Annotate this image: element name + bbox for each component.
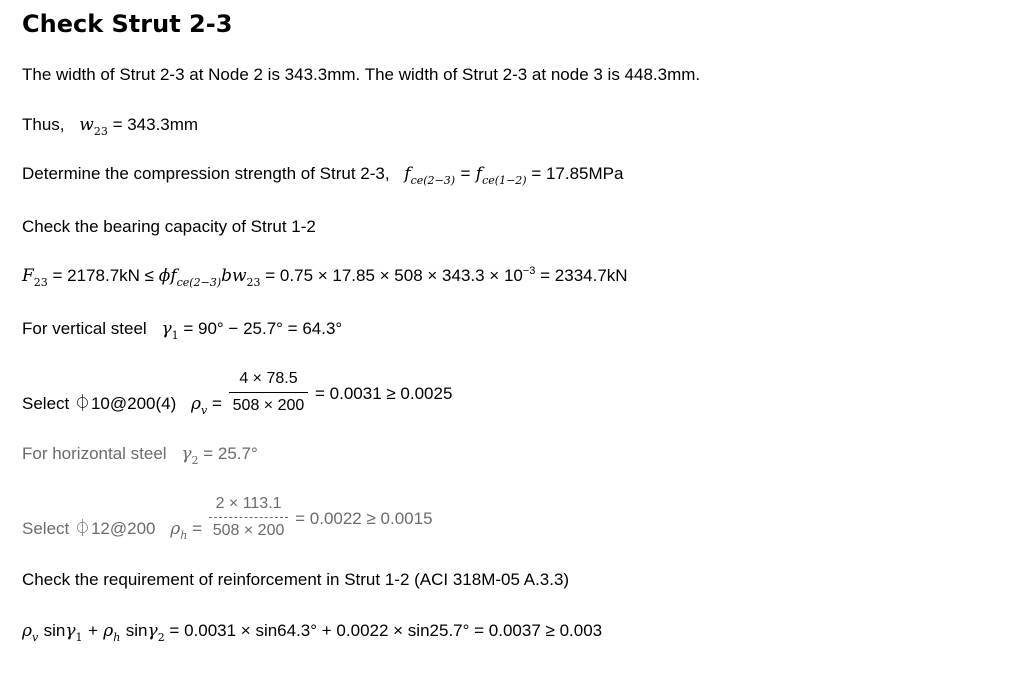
- vertical-line: [22, 318, 342, 342]
- fce-symbol: $f_{ce(2-3)} = f_{ce(1-2)}$: [404, 164, 527, 187]
- compression-value: = 17.85MPa: [531, 164, 624, 183]
- rho-v-symbol: $\rho_v$: [191, 393, 208, 417]
- requirement-heading: Check the requirement of reinforcement in Strut 1-2 (ACI 318M-05 A.3.3): [22, 570, 570, 589]
- w23-symbol: $w_{23}$: [79, 115, 108, 138]
- select-v-fraction: [229, 368, 309, 417]
- page-title: Check Strut 2-3: [22, 10, 233, 38]
- bearing-rhs-a: = 0.75 × 17.85 × 508 × 343.3 × 10: [265, 266, 523, 285]
- select-h-result: = 0.0022 ≥ 0.0015: [295, 508, 433, 528]
- bearing-lhs: = 2178.7kN ≤: [52, 266, 155, 285]
- gamma1-symbol: $\gamma_1$: [161, 319, 179, 342]
- select-h-label: Select ⏀12@200: [22, 518, 156, 538]
- bearing-exponent: −3: [522, 265, 536, 277]
- compression-label: Determine the compression strength of Strut 2-3,: [22, 164, 390, 183]
- gamma2-symbol: $\gamma_2$: [181, 444, 199, 467]
- select-v-numerator: 4 × 78.5: [229, 368, 309, 393]
- horizontal-value: = 25.7°: [203, 444, 258, 463]
- thus-value: = 343.3mm: [112, 115, 199, 134]
- bearing-equation: [22, 265, 628, 289]
- select-h-numerator: 2 × 113.1: [209, 493, 289, 518]
- rho-h-symbol: $\rho_h$: [170, 518, 188, 542]
- requirement-equation: [22, 620, 602, 644]
- horizontal-label: For horizontal steel: [22, 444, 167, 463]
- width-statement: The width of Strut 2-3 at Node 2 is 343.3mm. The width of Strut 2-3 at node 3 is 448.3mm.: [22, 65, 701, 84]
- select-vertical-line: Select ⏀10@200(4) $\rho_v$ = $\frac{4 \times 78.5}{508 \times 200}$ = 0.0031 ≥ 0.0025: [22, 370, 453, 417]
- thus-line: [22, 114, 198, 138]
- select-h-fraction: [209, 493, 289, 542]
- vertical-label: For vertical steel: [22, 319, 147, 338]
- requirement-value: = 0.0031 × sin64.3° + 0.0022 × sin25.7° = 0.0037 ≥ 0.003: [169, 621, 603, 640]
- requirement-lhs: $\rho_v$ $\sin\gamma_1 + \rho_h$ sinγ$_2$: [22, 621, 165, 644]
- select-h-denominator: 508 × 200: [212, 522, 285, 539]
- select-v-result: = 0.0031 ≥ 0.0025: [315, 383, 453, 403]
- thus-label: Thus,: [22, 115, 65, 134]
- select-v-denominator: 508 × 200: [232, 397, 305, 414]
- compression-line: [22, 163, 623, 187]
- horizontal-line: [22, 443, 258, 467]
- vertical-value: = 90° − 25.7° = 64.3°: [183, 319, 343, 338]
- phi-fce-symbol: $\phi f_{ce(2-3)}bw_{23}$: [158, 266, 261, 289]
- select-v-label: Select ⏀10@200(4): [22, 393, 177, 413]
- bearing-heading: Check the bearing capacity of Strut 1-2: [22, 217, 316, 236]
- bearing-rhs-b: = 2334.7kN: [540, 266, 628, 285]
- select-horizontal-line: Select ⏀12@200 $\rho_h$ = $\frac{2 \times 113.1}{508 \times 200}$ = 0.0022 ≥ 0.0015: [22, 495, 433, 542]
- f23-symbol: $F_{23}$: [22, 266, 48, 289]
